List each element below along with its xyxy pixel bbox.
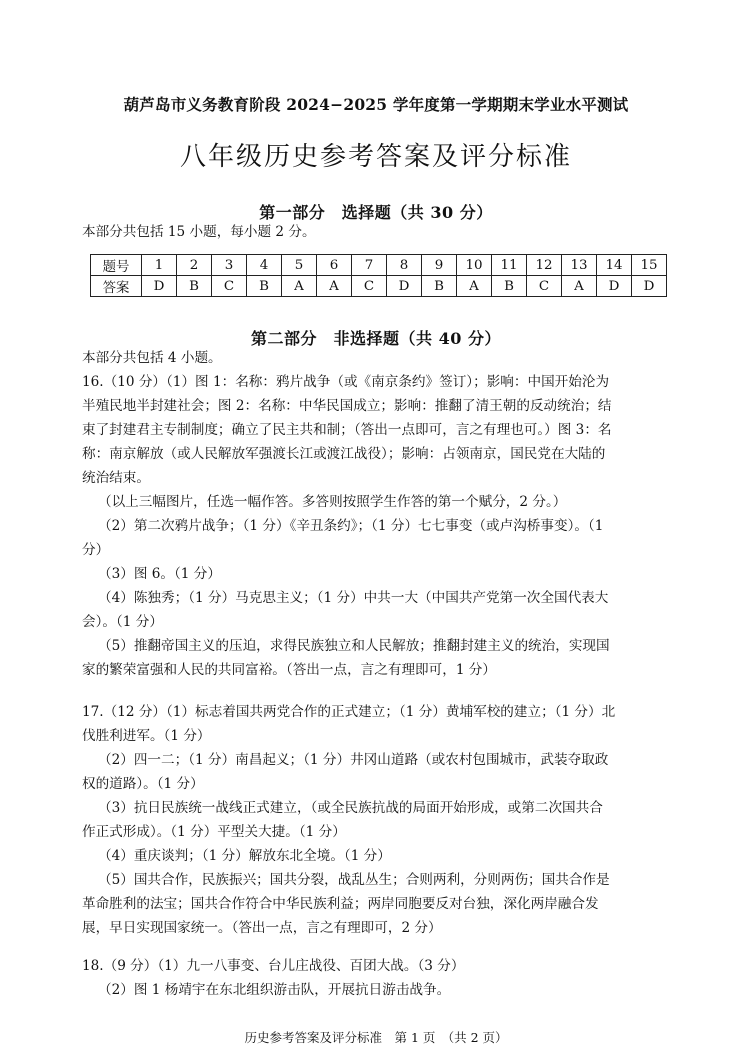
question-number: 11 — [492, 255, 527, 276]
row-label: 答案 — [91, 276, 142, 297]
answer-cell: A — [317, 276, 352, 297]
page-footer: 历史参考答案及评分标准 第 1 页 （共 2 页） — [244, 1030, 508, 1045]
exam-header: 葫芦岛市义务教育阶段 2024−2025 学年度第一学期期末学业水平测试 — [123, 95, 629, 114]
answer-cell: A — [562, 276, 597, 297]
answer-line: 称：南京解放（或人民解放军强渡长江或渡江战役）；影响：占领南京，国民党在大陆的 — [82, 446, 606, 462]
answer-line: 分） — [82, 542, 110, 558]
answer-cell: D — [632, 276, 667, 297]
answer-cell: A — [282, 276, 317, 297]
answer-cell: B — [247, 276, 282, 297]
row-label: 题号 — [91, 255, 142, 276]
answer-line: 作正式形成）。（1 分）平型关大捷。（1 分） — [82, 824, 346, 840]
answer-cell: B — [177, 276, 212, 297]
answer-cell: D — [387, 276, 422, 297]
question-number: 3 — [212, 255, 247, 276]
answer-line: 18.（9 分）（1）九一八事变、台儿庄战役、百团大战。（3 分） — [82, 958, 465, 974]
question-number: 6 — [317, 255, 352, 276]
answer-cell: C — [527, 276, 562, 297]
part2-intro: 本部分共包括 4 小题。 — [82, 350, 222, 366]
page-title: 八年级历史参考答案及评分标准 — [179, 142, 572, 172]
question-number: 13 — [562, 255, 597, 276]
part2-heading: 第二部分 非选择题（共 40 分） — [251, 329, 501, 348]
part1-heading: 第一部分 选择题（共 30 分） — [259, 203, 493, 222]
answer-table — [90, 254, 667, 297]
answer-line: 革命胜利的法宝；国共合作符合中华民族利益；两岸同胞要反对台独，深化两岸融合发 — [82, 896, 599, 912]
answer-line: （3）抗日民族统一战线正式建立，（或全民族抗战的局面开始形成，或第二次国共合 — [98, 800, 603, 816]
answer-line: 16.（10 分）（1）图 1：名称：鸦片战争（或《南京条约》签订）；影响：中国开始沦为 — [82, 374, 610, 390]
question-number: 10 — [457, 255, 492, 276]
answer-line: （2）图 1 杨靖宇在东北组织游击队，开展抗日游击战争。 — [98, 982, 451, 998]
answer-line: 伐胜利进军。（1 分） — [82, 728, 211, 744]
answer-line: （2）四一二；（1 分）南昌起义；（1 分）井冈山道路（或农村包围城市，武装夺取政 — [98, 752, 609, 768]
answer-line: 家的繁荣富强和人民的共同富裕。（答出一点，言之有理即可，1 分） — [82, 662, 496, 678]
answer-line: （5）推翻帝国主义的压迫，求得民族独立和人民解放；推翻封建主义的统治，实现国 — [98, 638, 610, 654]
question-number: 1 — [142, 255, 177, 276]
question-number: 9 — [422, 255, 457, 276]
question-number: 2 — [177, 255, 212, 276]
answer-cell: B — [422, 276, 457, 297]
answer-line: （以上三幅图片，任选一幅作答。多答则按照学生作答的第一个赋分，2 分。） — [98, 494, 567, 510]
answer-cell: D — [142, 276, 177, 297]
question-number: 8 — [387, 255, 422, 276]
table-row-numbers — [91, 255, 667, 276]
answer-cell: C — [352, 276, 387, 297]
answer-line: （4）重庆谈判；（1 分）解放东北全境。（1 分） — [98, 848, 391, 864]
question-number: 15 — [632, 255, 667, 276]
answer-line: （2）第二次鸦片战争；（1 分）《辛丑条约》；（1 分）七七事变（或卢沟桥事变）。（1 — [98, 518, 604, 534]
question-number: 4 — [247, 255, 282, 276]
answer-line: 会）。（1 分） — [82, 614, 163, 630]
question-number: 5 — [282, 255, 317, 276]
answer-line: 统治结束。 — [82, 470, 150, 486]
answer-line: 17.（12 分）（1）标志着国共两党合作的正式建立；（1 分）黄埔军校的建立；（1 分）北 — [82, 704, 616, 720]
answer-line: （3）图 6。（1 分） — [98, 566, 221, 582]
answer-cell: B — [492, 276, 527, 297]
answer-line: 半殖民地半封建社会；图 2：名称：中华民国成立；影响：推翻了清王朝的反动统治；结 — [82, 398, 612, 414]
question-number: 14 — [597, 255, 632, 276]
answer-line: 束了封建君主专制制度；确立了民主共和制；（答出一点即可，言之有理也可。）图 3：名 — [82, 422, 612, 438]
answer-cell: C — [212, 276, 247, 297]
answer-line: 展，早日实现国家统一。（答出一点，言之有理即可，2 分） — [82, 920, 442, 936]
table-row-answers — [91, 276, 667, 297]
question-number: 12 — [527, 255, 562, 276]
answer-line: （4）陈独秀；（1 分）马克思主义；（1 分）中共一大（中国共产党第一次全国代表大 — [98, 590, 609, 606]
answer-line: （5）国共合作，民族振兴；国共分裂，战乱丛生；合则两利，分则两伤；国共合作是 — [98, 872, 610, 888]
answer-cell: A — [457, 276, 492, 297]
question-number: 7 — [352, 255, 387, 276]
answer-cell: D — [597, 276, 632, 297]
answer-line: 权的道路）。（1 分） — [82, 776, 204, 792]
part1-intro: 本部分共包括 15 小题，每小题 2 分。 — [82, 224, 316, 240]
